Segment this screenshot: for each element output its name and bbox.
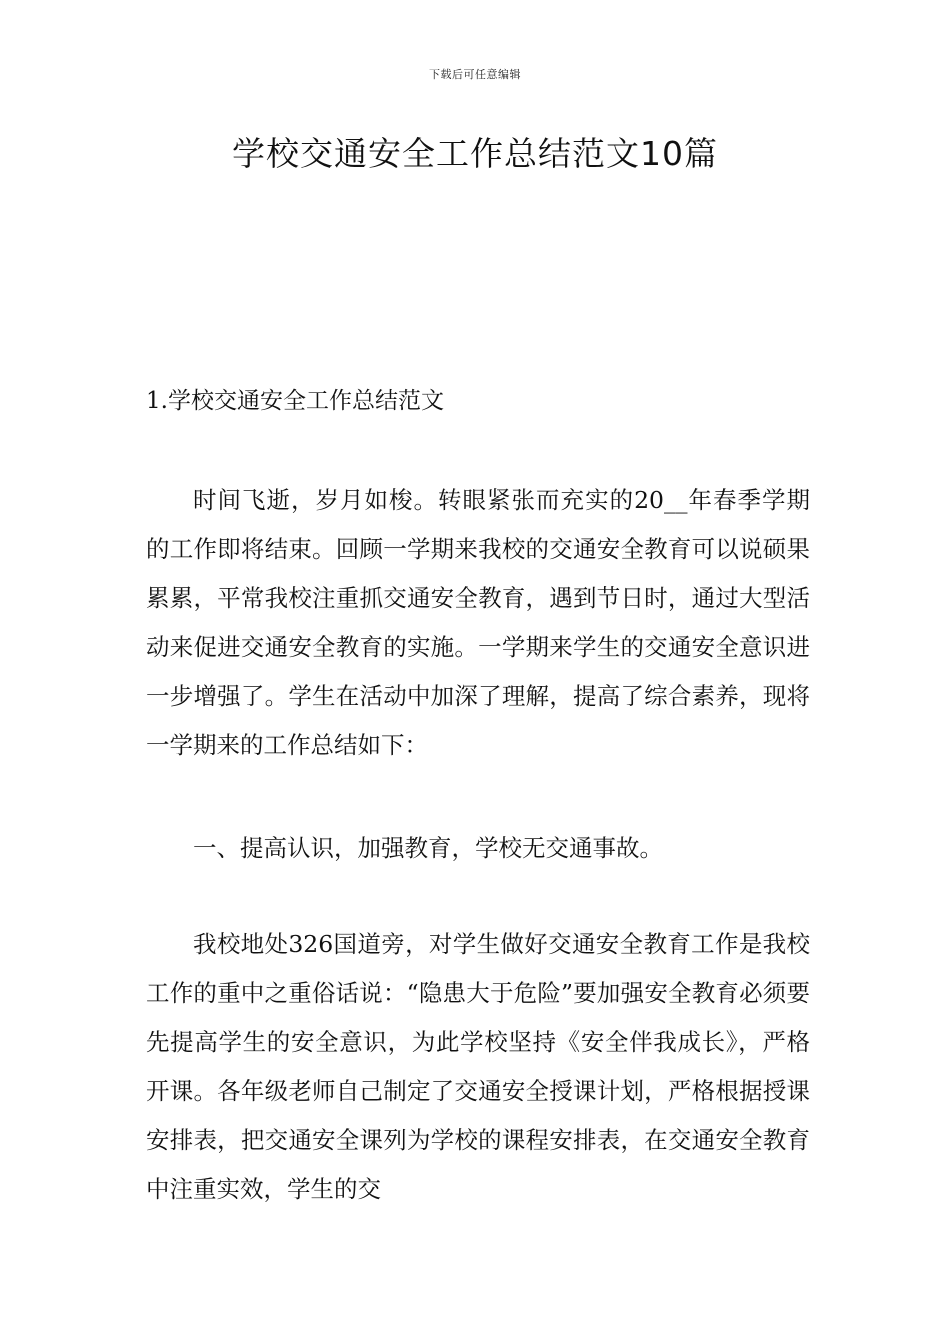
paragraph-intro: 时间飞逝，岁月如梭。转眼紧张而充实的20__年春季学期的工作即将结束。回顾一学期来我校的交通安全教育可以说硕果累累，平常我校注重抓交通安全教育，遇到节日时，通过大型活动来促进交通安全教育的实施。一学期来学生的交通安全意识进一步增强了。学生在活动中加深了理解，提高了综合素养，现将一学期来的工作总结如下：: [146, 486, 810, 759]
sub-heading: 一、提高认识，加强教育，学校无交通事故。: [193, 834, 663, 862]
paragraph-body: 我校地处326国道旁，对学生做好交通安全教育工作是我校工作的重中之重俗话说：“隐患大于危险”要加强安全教育必须要先提高学生的安全意识，为此学校坚持《安全伴我成长》，严格开课。各年级老师自己制定了交通安全授课计划，严格根据授课安排表，把交通安全课列为学校的课程安排表，在交通安全教育中注重实效，学生的交: [146, 930, 810, 1203]
header-note: 下载后可任意编辑: [429, 68, 521, 81]
document-title: 学校交通安全工作总结范文10篇: [232, 134, 718, 173]
section-heading: 1.学校交通安全工作总结范文: [146, 388, 444, 414]
